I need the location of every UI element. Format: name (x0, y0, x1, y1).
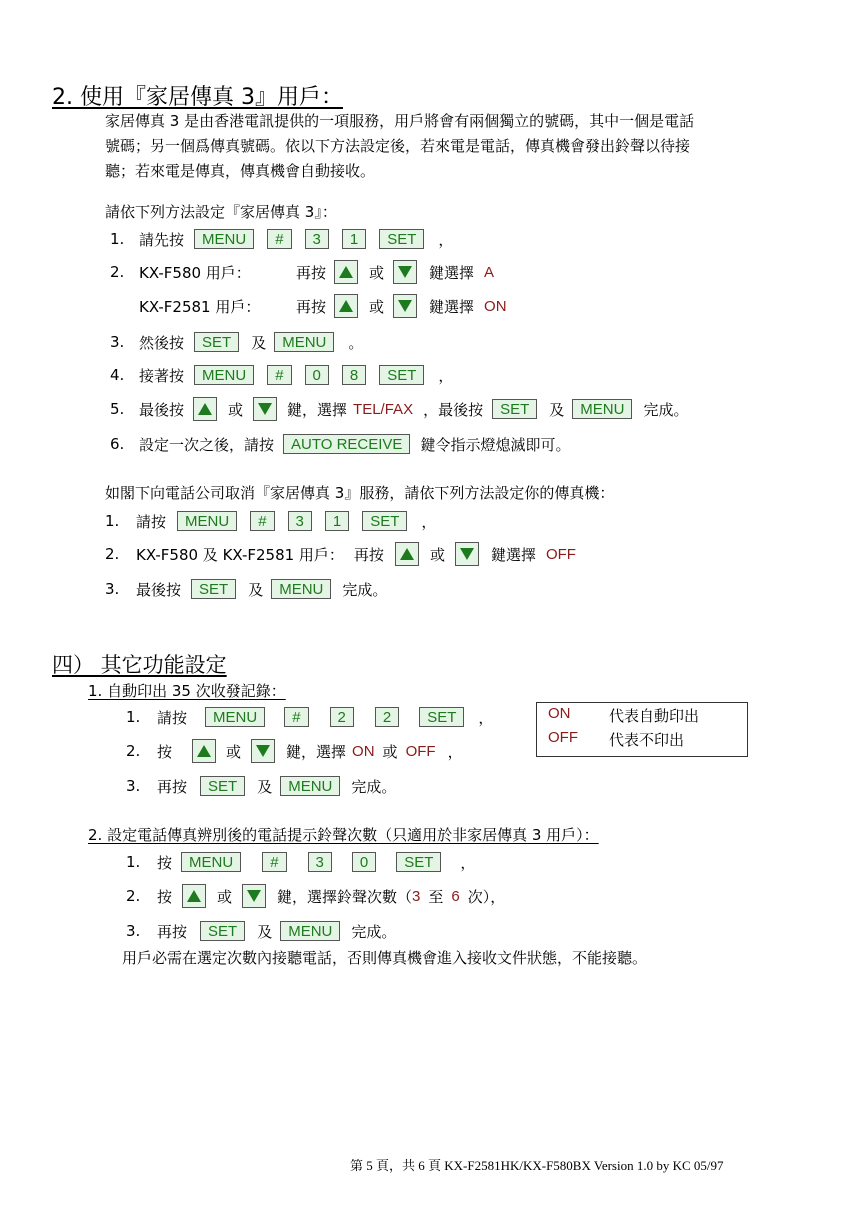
print-step-2 (126, 739, 463, 763)
menu-key[interactable]: MENU (280, 776, 340, 796)
up-arrow-key[interactable] (395, 542, 419, 566)
up-arrow-key[interactable] (334, 294, 358, 318)
step-number: 3. (105, 580, 120, 598)
section-2-title: 2. 使用『家居傳真 3』用戶： (52, 85, 343, 110)
set-key[interactable]: SET (200, 921, 245, 941)
done-label: 完成。 (351, 777, 397, 796)
step-label: 設定一次之後，請按 (139, 435, 275, 454)
legend-on-desc: 代表自動印出 (609, 707, 700, 725)
punctuation: 。 (348, 333, 364, 352)
hash-key[interactable]: # (267, 365, 291, 385)
set-key[interactable]: SET (379, 229, 424, 249)
up-arrow-key[interactable] (192, 739, 216, 763)
or-label: 或 (228, 400, 244, 419)
legend-off-desc: 代表不印出 (609, 731, 685, 749)
model-label: KX-F2581 用戶： (139, 297, 261, 316)
hash-key[interactable]: # (267, 229, 291, 249)
digit-key[interactable]: 3 (308, 852, 332, 872)
down-arrow-key[interactable] (393, 260, 417, 284)
and-label: 及 (251, 333, 267, 352)
and-label: 及 (248, 580, 264, 599)
model-label: KX-F580 及 KX-F2581 用戶： (136, 545, 344, 564)
select-label: 鍵，選擇 (286, 742, 347, 761)
down-arrow-icon (460, 548, 474, 560)
ring-step-2 (126, 884, 505, 908)
to-label: 至 (428, 887, 444, 906)
step-label: 按 (157, 742, 173, 761)
hash-key[interactable]: # (284, 707, 308, 727)
menu-key[interactable]: MENU (194, 229, 254, 249)
select-label: 鍵選擇 (429, 263, 475, 282)
down-arrow-icon (398, 266, 412, 278)
and-label: 及 (257, 922, 273, 941)
digit-key[interactable]: 1 (342, 229, 366, 249)
step-number: 1. (126, 708, 141, 726)
menu-key[interactable]: MENU (271, 579, 331, 599)
step-label: 接著按 (139, 366, 185, 385)
or-label: 或 (429, 545, 445, 564)
intro-paragraph (105, 109, 694, 184)
cancel-step-3 (105, 577, 387, 601)
print-step-1 (126, 705, 493, 729)
menu-key[interactable]: MENU (280, 921, 340, 941)
or-label: 或 (369, 263, 385, 282)
and-label: 及 (257, 777, 273, 796)
selected-value: ON (484, 297, 507, 315)
setup-step-6 (110, 432, 570, 456)
select-label: 鍵選擇 (429, 297, 475, 316)
set-key[interactable]: SET (396, 852, 441, 872)
setup-step-5 (110, 397, 688, 421)
press-label: 再按 (353, 545, 384, 564)
set-key[interactable]: SET (379, 365, 424, 385)
step-end-label: 次）， (467, 887, 506, 906)
set-key[interactable]: SET (492, 399, 537, 419)
set-key[interactable]: SET (194, 332, 239, 352)
setup-step-1 (110, 227, 453, 251)
digit-key[interactable]: 2 (330, 707, 354, 727)
down-arrow-icon (256, 745, 270, 757)
step-number: 3. (110, 333, 125, 351)
done-label: 完成。 (351, 922, 397, 941)
down-arrow-key[interactable] (393, 294, 417, 318)
step-number: 2. (110, 263, 125, 281)
punctuation: ， (438, 230, 454, 249)
step-label: 最後按 (136, 580, 182, 599)
set-key[interactable]: SET (191, 579, 236, 599)
hash-key[interactable]: # (250, 511, 274, 531)
step-label: 最後按 (139, 400, 185, 419)
up-arrow-key[interactable] (334, 260, 358, 284)
section-4-title: 四） 其它功能設定 (52, 653, 227, 677)
punctuation: ， (460, 853, 476, 872)
step-number: 2. (126, 742, 141, 760)
step-label: 請按 (136, 512, 167, 531)
down-arrow-icon (247, 890, 261, 902)
done-label: 完成。 (342, 580, 388, 599)
set-key[interactable]: SET (200, 776, 245, 796)
done-label: 完成。 (643, 400, 689, 419)
up-arrow-icon (197, 745, 211, 757)
setup-step-2-kx-f2581 (139, 294, 507, 318)
ring-step-1 (126, 850, 475, 874)
down-arrow-icon (258, 403, 272, 415)
legend-on-key: ON (548, 705, 571, 722)
then-label: ，最後按 (423, 400, 484, 419)
or-label: 或 (226, 742, 242, 761)
set-key[interactable]: SET (362, 511, 407, 531)
menu-key[interactable]: MENU (572, 399, 632, 419)
step-label: 然後按 (139, 333, 185, 352)
cancel-step-2 (105, 542, 576, 566)
punctuation: ， (478, 708, 494, 727)
step-number: 1. (126, 853, 141, 871)
cancel-title: 如閣下向電話公司取消『家居傳真 3』服務，請依下列方法設定你的傳真機： (105, 484, 615, 502)
selected-value: A (484, 263, 495, 281)
step-number: 6. (110, 435, 125, 453)
step-number: 3. (126, 922, 141, 940)
select-label: 鍵選擇 (490, 545, 536, 564)
or-label: 或 (382, 742, 398, 761)
step-number: 2. (105, 545, 120, 563)
step-number: 1. (110, 230, 125, 248)
hash-key[interactable]: # (262, 852, 286, 872)
up-arrow-icon (339, 300, 353, 312)
ring-note: 用戶必需在選定次數內接聽電話，否則傳真機會進入接收文件狀態，不能接聽。 (122, 949, 648, 967)
step-number: 3. (126, 777, 141, 795)
menu-key[interactable]: MENU (181, 852, 241, 872)
intro-line: 聽；若來電是傳真，傳真機會自動接收。 (105, 162, 376, 180)
menu-key[interactable]: MENU (274, 332, 334, 352)
model-label: KX-F580 用戶： (139, 263, 251, 282)
up-arrow-key[interactable] (193, 397, 217, 421)
menu-key[interactable]: MENU (205, 707, 265, 727)
up-arrow-icon (339, 266, 353, 278)
down-arrow-key[interactable] (251, 739, 275, 763)
or-label: 或 (217, 887, 233, 906)
print-step-3 (126, 774, 396, 798)
step-number: 5. (110, 400, 125, 418)
ring-step-3 (126, 919, 396, 943)
select-label: 鍵，選擇 (287, 400, 348, 419)
up-arrow-icon (400, 548, 414, 560)
cancel-step-1 (105, 509, 436, 533)
step-label: 請先按 (139, 230, 185, 249)
menu-key[interactable]: MENU (177, 511, 237, 531)
intro-line: 號碼；另一個爲傳真號碼。依以下方法設定後，若來電是電話，傳真機會發出鈴聲以待接 (105, 137, 691, 155)
step-label: 再按 (157, 922, 188, 941)
punctuation: ， (438, 366, 454, 385)
ring-max-value: 6 (451, 887, 460, 905)
digit-key[interactable]: 0 (305, 365, 329, 385)
step-label: 按 (157, 887, 173, 906)
page-footer: 第 5 頁，共 6 頁 KX-F2581HK/KX-F580BX Version 1.0 by KC 05/97 (350, 1158, 724, 1173)
digit-key[interactable]: 3 (288, 511, 312, 531)
digit-key[interactable]: 8 (342, 365, 366, 385)
digit-key[interactable]: 1 (325, 511, 349, 531)
setup-step-3 (110, 330, 363, 354)
up-arrow-key[interactable] (182, 884, 206, 908)
value-on: ON (352, 742, 375, 760)
down-arrow-key[interactable] (242, 884, 266, 908)
print-legend-box (536, 702, 748, 757)
intro-line: 家居傳真 3 是由香港電訊提供的一項服務，用戶將會有兩個獨立的號碼，其中一個是電話 (105, 112, 695, 130)
setup-step-4 (110, 363, 453, 387)
step-label: 請按 (157, 708, 188, 727)
set-key[interactable]: SET (419, 707, 464, 727)
punctuation: ， (447, 742, 463, 761)
subsection-1-title: 1. 自動印出 35 次收發記錄： (88, 682, 286, 700)
digit-key[interactable]: 3 (305, 229, 329, 249)
legend-off-key: OFF (548, 729, 578, 746)
select-label: 鍵，選擇鈴聲次數（ (277, 887, 413, 906)
step-label: 再按 (157, 777, 188, 796)
and-label: 及 (549, 400, 565, 419)
menu-key[interactable]: MENU (194, 365, 254, 385)
up-arrow-icon (198, 403, 212, 415)
press-label: 再按 (296, 297, 327, 316)
setup-title: 請依下列方法設定『家居傳真 3』： (105, 203, 337, 221)
punctuation: ， (421, 512, 437, 531)
value-off: OFF (405, 742, 436, 760)
step-number: 1. (105, 512, 120, 530)
auto-receive-key[interactable]: AUTO RECEIVE (283, 434, 410, 454)
setup-step-2-kx-f580 (110, 260, 494, 284)
down-arrow-icon (398, 300, 412, 312)
step-number: 4. (110, 366, 125, 384)
step-number: 2. (126, 887, 141, 905)
selected-value: OFF (545, 545, 576, 563)
up-arrow-icon (187, 890, 201, 902)
step-end-label: 鍵令指示燈熄滅即可。 (420, 435, 571, 454)
digit-key[interactable]: 2 (375, 707, 399, 727)
or-label: 或 (369, 297, 385, 316)
digit-key[interactable]: 0 (352, 852, 376, 872)
step-label: 按 (157, 853, 173, 872)
selected-value: TEL/FAX (353, 400, 414, 418)
ring-min-value: 3 (412, 887, 421, 905)
press-label: 再按 (296, 263, 327, 282)
subsection-2-title: 2. 設定電話傳真辨別後的電話提示鈴聲次數（只適用於非家居傳真 3 用戶）： (88, 826, 599, 844)
down-arrow-key[interactable] (253, 397, 277, 421)
down-arrow-key[interactable] (455, 542, 479, 566)
